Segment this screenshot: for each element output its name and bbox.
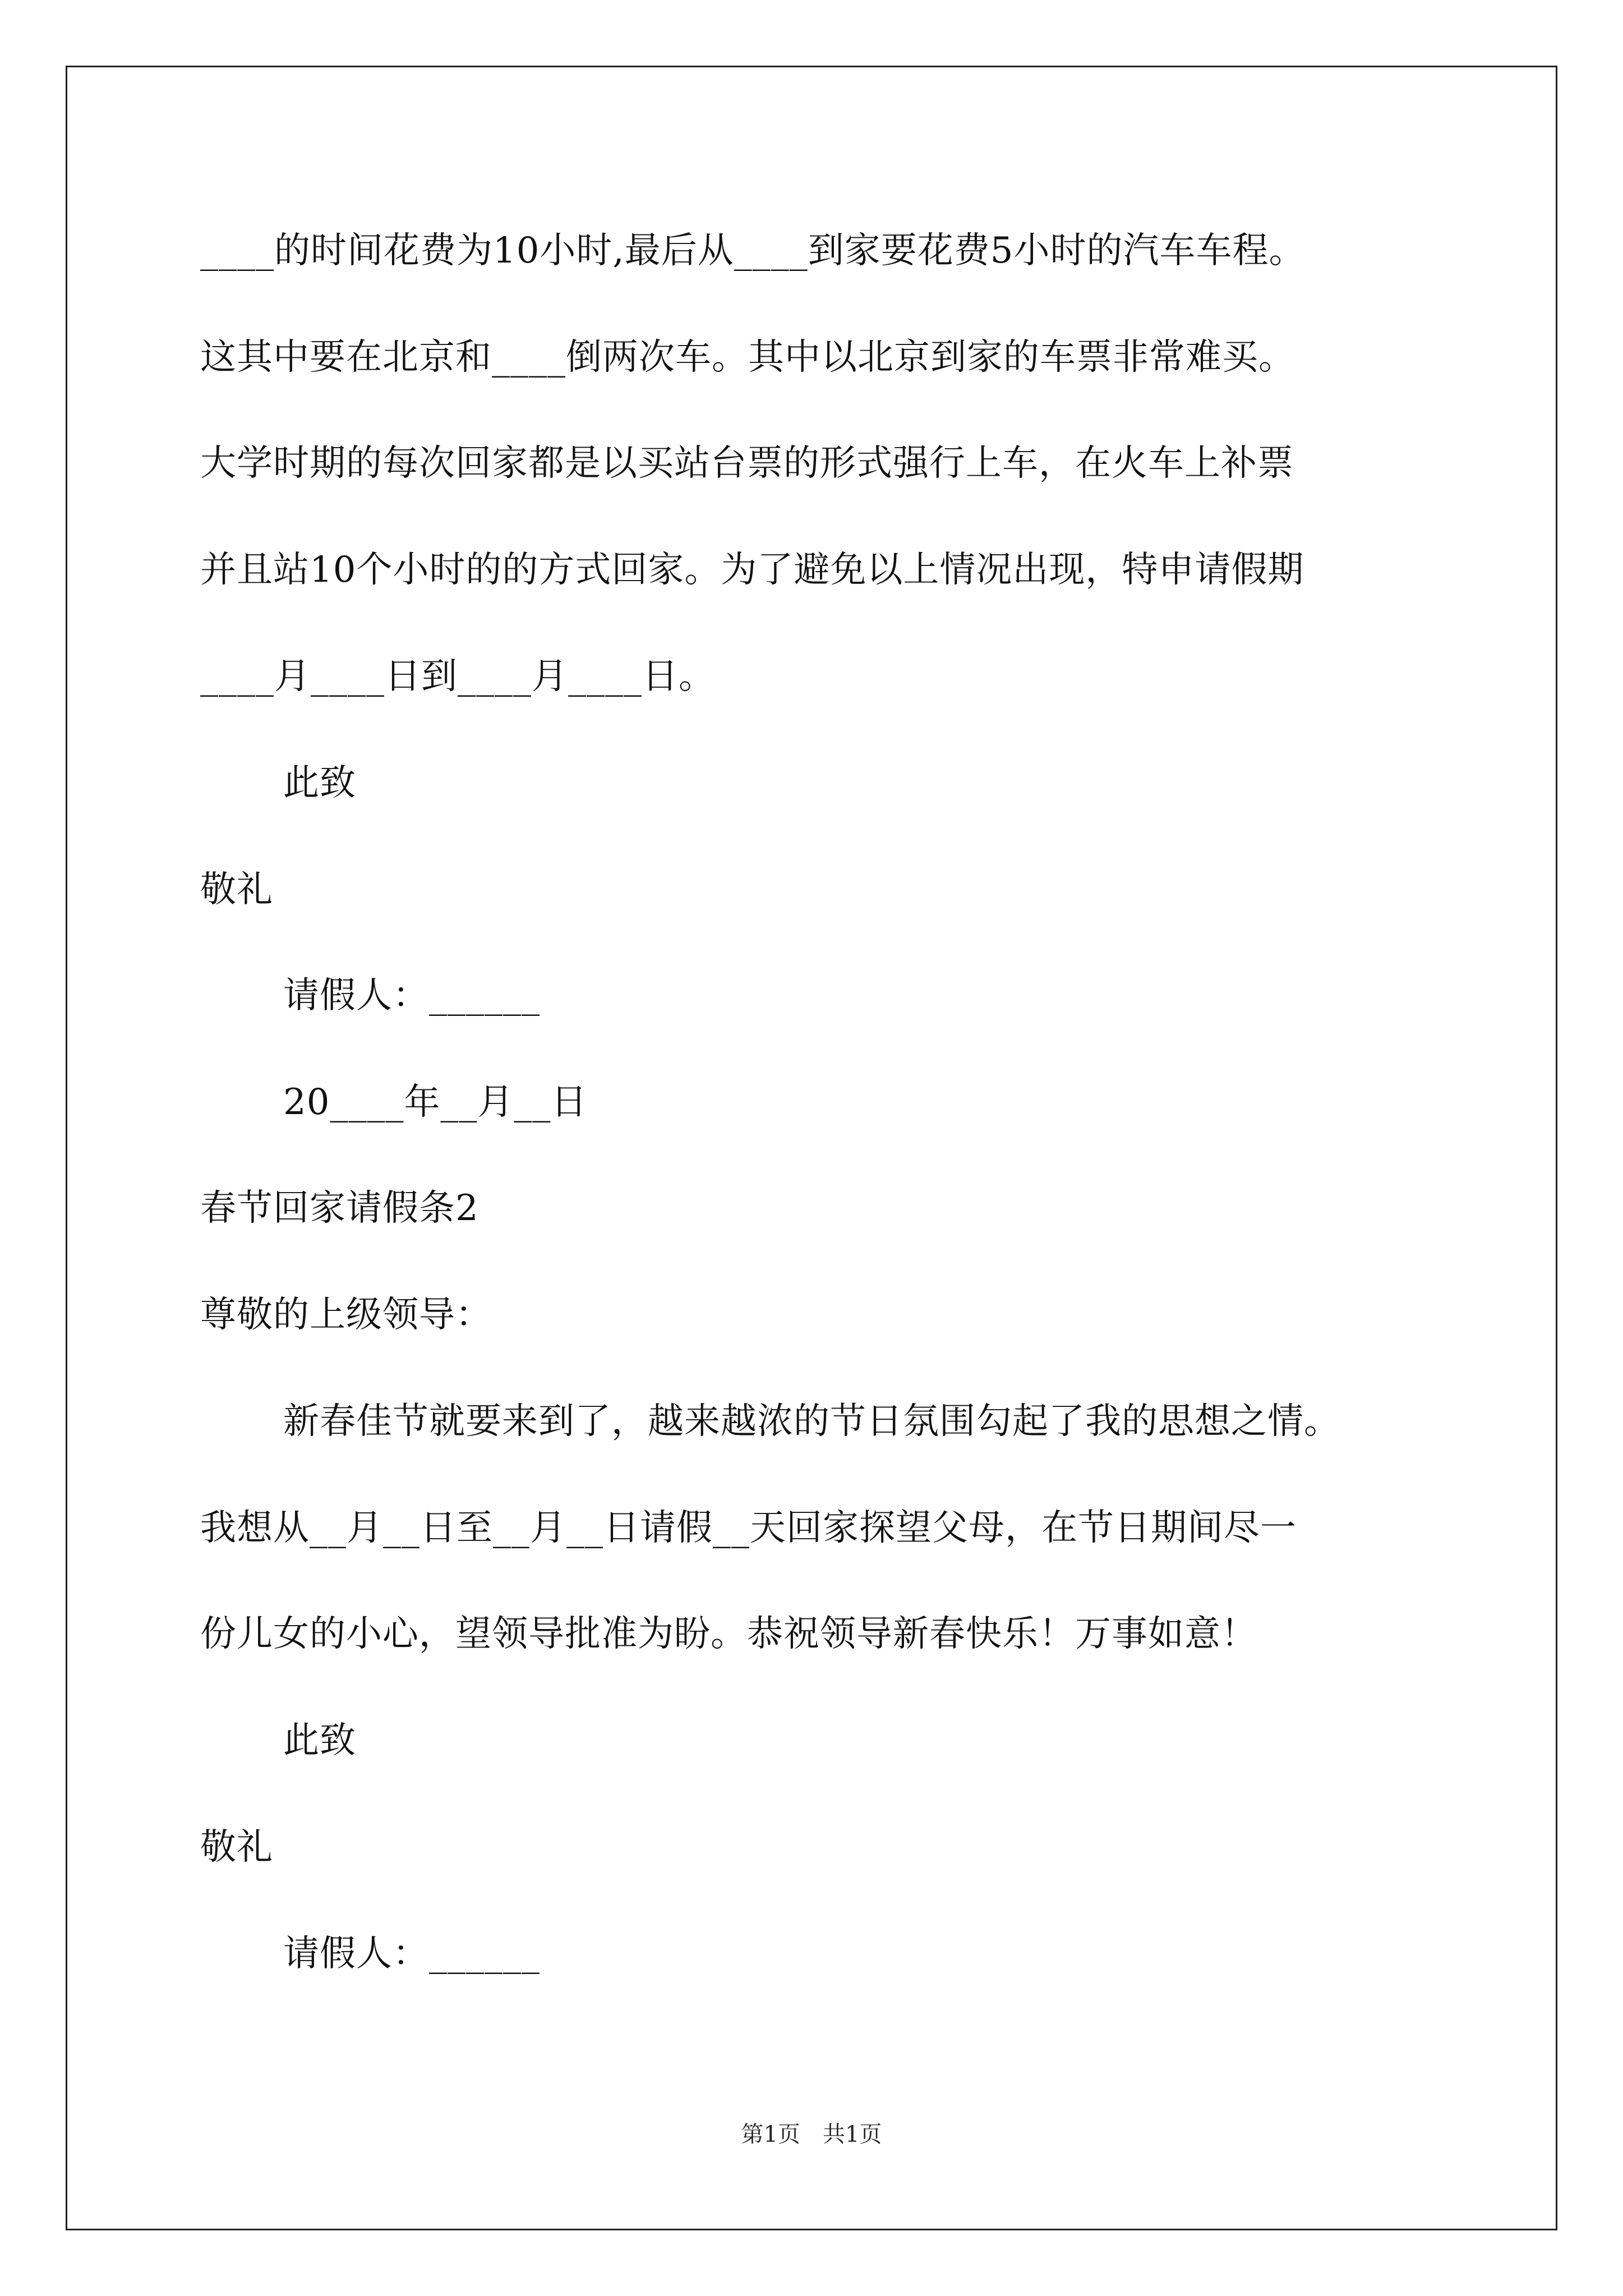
page-footer: 第1页 共1页	[741, 2122, 882, 2147]
body-line-5: ____月____日到____月____日。	[200, 656, 715, 697]
page-border	[66, 66, 1557, 2230]
body-line-2: 这其中要在北京和____倒两次车。其中以北京到家的车票非常难买。	[200, 337, 1295, 378]
body-line-8: 份儿女的小心，望领导批准为盼。恭祝领导新春快乐！万事如意！	[200, 1613, 1257, 1655]
applicant-line-2: 请假人：______	[283, 1933, 540, 1975]
applicant-line-1: 请假人：______	[283, 975, 540, 1016]
date-line-1: 20____年__月__日	[283, 1082, 588, 1123]
body-line-1: ____的时间花费为10小时,最后从____到家要花费5小时的汽车车程。	[200, 230, 1306, 272]
body-line-6: 新春佳节就要来到了，越来越浓的节日氛围勾起了我的思想之情。	[283, 1401, 1340, 1442]
body-line-4: 并且站10个小时的的方式回家。为了避免以上情况出现，特申请假期	[200, 549, 1304, 591]
body-line-3: 大学时期的每次回家都是以买站台票的形式强行上车，在火车上补票	[200, 443, 1294, 484]
addressee-line: 尊敬的上级领导：	[200, 1294, 492, 1336]
regards-1: 敬礼	[200, 869, 273, 910]
closing-salutation-1: 此致	[283, 762, 356, 804]
regards-2: 敬礼	[200, 1826, 273, 1868]
closing-salutation-2: 此致	[283, 1720, 356, 1761]
section-title-2: 春节回家请假条2	[200, 1188, 479, 1229]
body-line-7: 我想从__月__日至__月__日请假__天回家探望父母，在节日期间尽一	[200, 1507, 1297, 1549]
